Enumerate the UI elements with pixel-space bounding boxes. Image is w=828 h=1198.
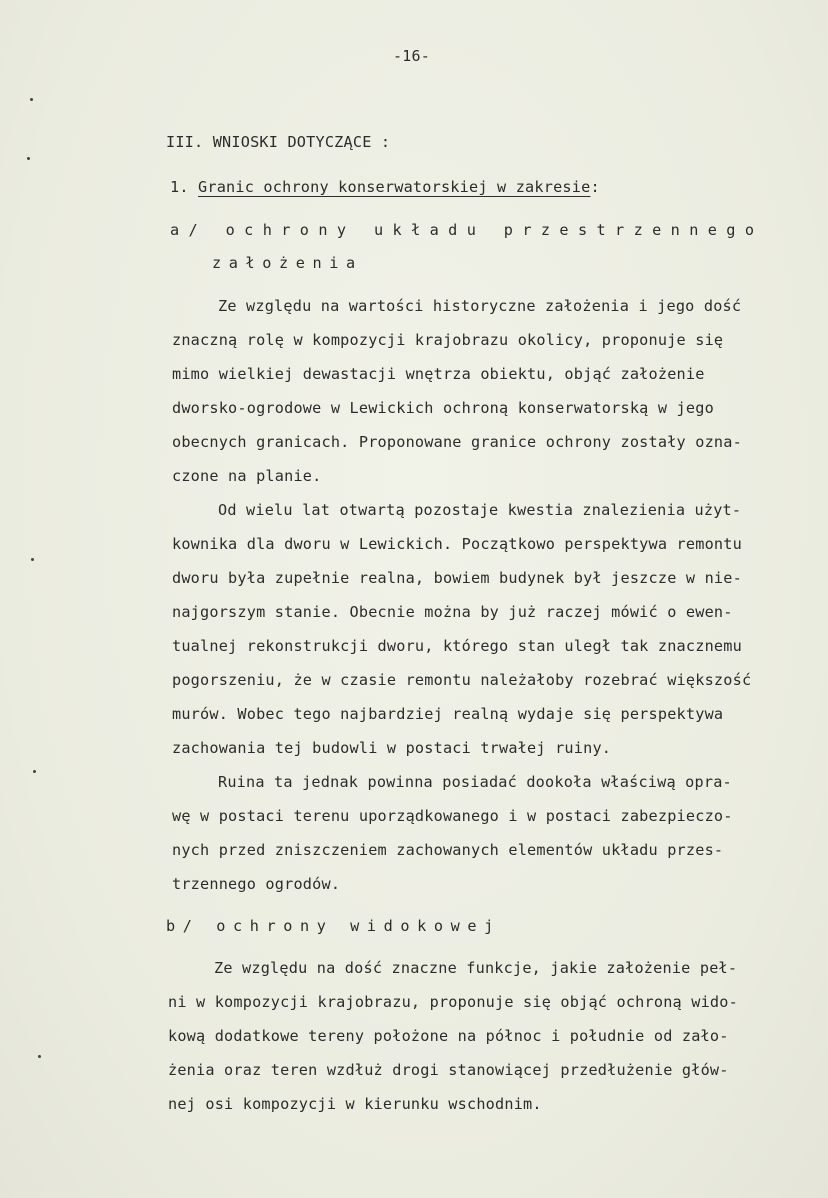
margin-speck xyxy=(38,1055,41,1058)
page-number: -16- xyxy=(393,47,430,65)
paragraph-1-line: czone na planie. xyxy=(172,467,322,485)
subsection-a-title-cont: założenia xyxy=(212,254,363,272)
margin-speck xyxy=(33,770,36,773)
paragraph-2-line: murów. Wobec tego najbardziej realną wydaje się perspektywa xyxy=(172,705,724,723)
section-heading: III. WNIOSKI DOTYCZĄCE : xyxy=(166,133,391,151)
item-1-heading xyxy=(170,177,600,197)
paragraph-2-line: dworu była zupełnie realna, bowiem budynek był jeszcze w nie- xyxy=(172,569,742,587)
subsection-a-title: a/ ochrony układu przestrzennego xyxy=(170,221,764,239)
paragraph-4-line: żenia oraz teren wzdłuż drogi stanowiącej przedłużenie głów- xyxy=(168,1061,729,1079)
paragraph-1-line: mimo wielkiej dewastacji wnętrza obiektu, objąć założenie xyxy=(172,365,705,383)
paragraph-2-line: tualnej rekonstrukcji dworu, którego stan uległ tak znacznemu xyxy=(172,637,742,655)
paragraph-4-line: nej osi kompozycji w kierunku wschodnim. xyxy=(168,1095,542,1113)
paragraph-3-line: Ruina ta jednak powinna posiadać dookoła właściwą opra- xyxy=(218,773,732,791)
paragraph-4-line: Ze względu na dość znaczne funkcje, jakie założenie peł- xyxy=(214,959,738,977)
item-1-colon: : xyxy=(590,178,600,196)
paragraph-3-line: nych przed zniszczeniem zachowanych elementów układu przes- xyxy=(172,841,724,859)
paragraph-2-line: Od wielu lat otwartą pozostaje kwestia znalezienia użyt- xyxy=(218,501,742,519)
paragraph-1-line: dworsko-ogrodowe w Lewickich ochroną konserwatorską w jego xyxy=(172,399,714,417)
paragraph-2-line: kownika dla dworu w Lewickich. Początkowo perspektywa remontu xyxy=(172,535,742,553)
item-1-title: Granic ochrony konserwatorskiej w zakresie xyxy=(198,178,591,196)
margin-speck xyxy=(27,157,30,160)
paragraph-4-line: kową dodatkowe tereny położone na północ i południe od zało- xyxy=(168,1027,729,1045)
margin-speck xyxy=(30,98,33,101)
paragraph-1-line: Ze względu na wartości historyczne założenia i jego dość xyxy=(218,297,742,315)
paragraph-4-line: ni w kompozycji krajobrazu, proponuje się objąć ochroną wido- xyxy=(168,993,738,1011)
paragraph-2-line: najgorszym stanie. Obecnie można by już raczej mówić o ewen- xyxy=(172,603,733,621)
paragraph-3-line: wę w postaci terenu uporządkowanego i w postaci zabezpieczo- xyxy=(172,807,733,825)
subsection-b-title: b/ ochrony widokowej xyxy=(166,917,501,935)
paragraph-2-line: pogorszeniu, że w czasie remontu należałoby rozebrać większość xyxy=(172,671,752,689)
paragraph-3-line: trzennego ogrodów. xyxy=(172,875,341,893)
paragraph-1-line: znaczną rolę w kompozycji krajobrazu okolicy, proponuje się xyxy=(172,331,724,349)
margin-speck xyxy=(31,558,34,561)
item-1-number: 1. xyxy=(170,178,199,196)
paragraph-1-line: obecnych granicach. Proponowane granice ochrony zostały ozna- xyxy=(172,433,742,451)
paragraph-2-line: zachowania tej budowli w postaci trwałej ruiny. xyxy=(172,739,612,757)
